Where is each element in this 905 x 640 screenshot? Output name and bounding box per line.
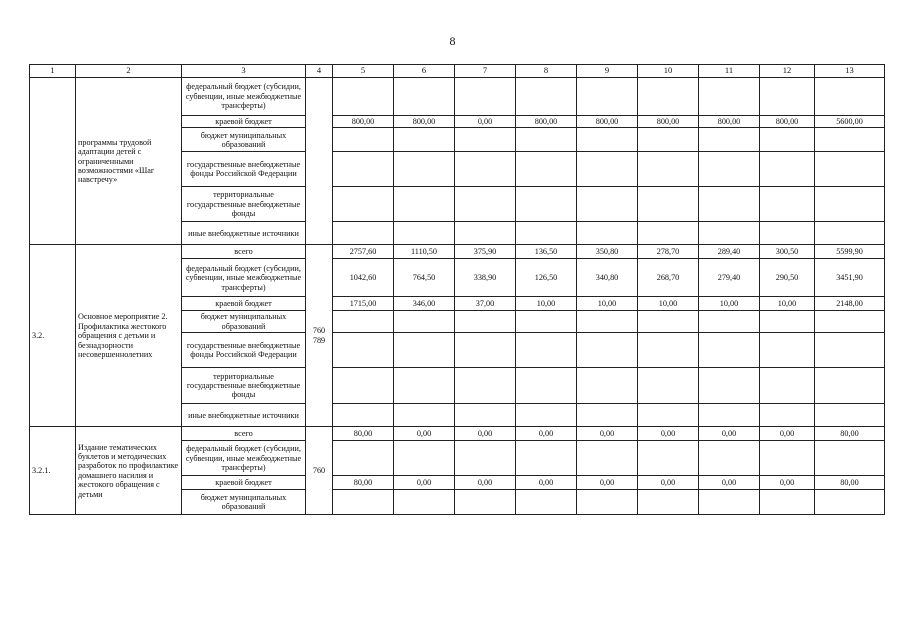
funding-source: территориальные государственные внебюджетные фонды: [182, 368, 306, 404]
funding-source: бюджет муниципальных образований: [182, 128, 306, 152]
funding-source: бюджет муниципальных образований: [182, 490, 306, 515]
value-cell: [455, 368, 516, 404]
value-cell: [516, 128, 577, 152]
page-number: 8: [449, 34, 456, 48]
value-cell: [815, 404, 885, 427]
value-cell: [333, 311, 394, 333]
value-cell: [455, 152, 516, 187]
value-cell: 290,50: [760, 259, 815, 297]
table-row: [30, 245, 885, 259]
value-cell: 0,00: [638, 476, 699, 490]
value-cell: [815, 78, 885, 116]
funding-source: территориальные государственные внебюджетные фонды: [182, 187, 306, 222]
value-cell: 80,00: [815, 427, 885, 441]
value-cell: [760, 152, 815, 187]
value-cell: [760, 441, 815, 476]
value-cell: [760, 128, 815, 152]
value-cell: [577, 333, 638, 368]
value-cell: [333, 187, 394, 222]
value-cell: [455, 333, 516, 368]
value-cell: [638, 311, 699, 333]
value-cell: [815, 187, 885, 222]
value-cell: [394, 311, 455, 333]
value-cell: 10,00: [699, 297, 760, 311]
column-header: 4: [306, 65, 333, 78]
value-cell: [699, 441, 760, 476]
value-cell: 764,50: [394, 259, 455, 297]
value-cell: [333, 78, 394, 116]
value-cell: [815, 152, 885, 187]
value-cell: 800,00: [760, 116, 815, 128]
item-number: 3.2.1.: [30, 427, 76, 515]
value-cell: 338,90: [455, 259, 516, 297]
value-cell: [815, 311, 885, 333]
value-cell: [516, 441, 577, 476]
value-cell: [638, 128, 699, 152]
value-cell: 0,00: [455, 427, 516, 441]
value-cell: 346,00: [394, 297, 455, 311]
value-cell: 10,00: [577, 297, 638, 311]
value-cell: 136,50: [516, 245, 577, 259]
kbk-code: [306, 78, 333, 245]
value-cell: [699, 222, 760, 245]
value-cell: 1715,00: [333, 297, 394, 311]
column-header: 10: [638, 65, 699, 78]
funding-source: иные внебюджетные источники: [182, 404, 306, 427]
value-cell: [760, 222, 815, 245]
value-cell: 1110,50: [394, 245, 455, 259]
value-cell: [333, 222, 394, 245]
value-cell: 0,00: [394, 476, 455, 490]
value-cell: [577, 78, 638, 116]
value-cell: [815, 222, 885, 245]
value-cell: [638, 78, 699, 116]
value-cell: [455, 222, 516, 245]
value-cell: [638, 368, 699, 404]
value-cell: [699, 187, 760, 222]
value-cell: [394, 187, 455, 222]
value-cell: 5599,90: [815, 245, 885, 259]
value-cell: [516, 490, 577, 515]
value-cell: 0,00: [455, 476, 516, 490]
value-cell: [577, 404, 638, 427]
value-cell: 0,00: [577, 427, 638, 441]
value-cell: [638, 152, 699, 187]
value-cell: [333, 368, 394, 404]
value-cell: 80,00: [815, 476, 885, 490]
value-cell: 80,00: [333, 427, 394, 441]
funding-source: всего: [182, 245, 306, 259]
value-cell: 10,00: [638, 297, 699, 311]
value-cell: 340,80: [577, 259, 638, 297]
value-cell: [699, 368, 760, 404]
table-row: [30, 427, 885, 441]
value-cell: [455, 490, 516, 515]
value-cell: [516, 152, 577, 187]
value-cell: [516, 78, 577, 116]
value-cell: [333, 404, 394, 427]
value-cell: 800,00: [699, 116, 760, 128]
column-header: 13: [815, 65, 885, 78]
funding-source: государственные внебюджетные фонды Российской Федерации: [182, 152, 306, 187]
value-cell: [638, 222, 699, 245]
value-cell: [760, 311, 815, 333]
value-cell: [699, 404, 760, 427]
value-cell: 0,00: [638, 427, 699, 441]
value-cell: [760, 333, 815, 368]
value-cell: 80,00: [333, 476, 394, 490]
value-cell: [516, 311, 577, 333]
value-cell: 279,40: [699, 259, 760, 297]
column-header: 12: [760, 65, 815, 78]
budget-table: [29, 64, 885, 515]
value-cell: [516, 333, 577, 368]
value-cell: [394, 490, 455, 515]
value-cell: [455, 441, 516, 476]
funding-source: иные внебюджетные источники: [182, 222, 306, 245]
value-cell: 0,00: [760, 427, 815, 441]
column-header: 1: [30, 65, 76, 78]
value-cell: [638, 404, 699, 427]
column-header: 5: [333, 65, 394, 78]
column-header: 11: [699, 65, 760, 78]
value-cell: [333, 441, 394, 476]
value-cell: [815, 441, 885, 476]
value-cell: 0,00: [699, 476, 760, 490]
value-cell: [760, 404, 815, 427]
value-cell: 0,00: [516, 476, 577, 490]
kbk-code: 760 789: [306, 245, 333, 427]
value-cell: 289,40: [699, 245, 760, 259]
funding-source: краевой бюджет: [182, 116, 306, 128]
value-cell: [516, 368, 577, 404]
value-cell: 300,50: [760, 245, 815, 259]
value-cell: [577, 441, 638, 476]
value-cell: 3451,90: [815, 259, 885, 297]
value-cell: 0,00: [455, 116, 516, 128]
value-cell: 5600,00: [815, 116, 885, 128]
value-cell: [577, 187, 638, 222]
funding-source: государственные внебюджетные фонды Российской Федерации: [182, 333, 306, 368]
value-cell: [638, 333, 699, 368]
column-header: 6: [394, 65, 455, 78]
value-cell: [455, 311, 516, 333]
value-cell: [516, 404, 577, 427]
value-cell: [394, 78, 455, 116]
value-cell: [333, 152, 394, 187]
value-cell: 268,70: [638, 259, 699, 297]
value-cell: 800,00: [516, 116, 577, 128]
value-cell: 0,00: [760, 476, 815, 490]
value-cell: 350,80: [577, 245, 638, 259]
value-cell: 800,00: [394, 116, 455, 128]
value-cell: [333, 333, 394, 368]
funding-source: всего: [182, 427, 306, 441]
value-cell: [577, 490, 638, 515]
value-cell: [455, 78, 516, 116]
header-row: [30, 65, 885, 78]
column-header: 8: [516, 65, 577, 78]
item-number: 3.2.: [30, 245, 76, 427]
value-cell: [638, 187, 699, 222]
item-name: Издание тематических буклетов и методических разработок по профилактике домашнего насилия и жестокого обращения с детьми: [76, 427, 182, 515]
value-cell: [699, 128, 760, 152]
value-cell: 0,00: [577, 476, 638, 490]
funding-source: краевой бюджет: [182, 297, 306, 311]
value-cell: [577, 311, 638, 333]
column-header: 7: [455, 65, 516, 78]
value-cell: [333, 128, 394, 152]
column-header: 9: [577, 65, 638, 78]
value-cell: 800,00: [577, 116, 638, 128]
value-cell: [577, 368, 638, 404]
value-cell: [577, 128, 638, 152]
value-cell: [760, 78, 815, 116]
value-cell: 37,00: [455, 297, 516, 311]
value-cell: 375,90: [455, 245, 516, 259]
value-cell: [815, 333, 885, 368]
value-cell: [699, 311, 760, 333]
value-cell: [638, 441, 699, 476]
value-cell: [394, 152, 455, 187]
kbk-code: 760: [306, 427, 333, 515]
item-name: Основное мероприятие 2. Профилактика жестокого обращения с детьми и безнадзорности несовершеннолетних: [76, 245, 182, 427]
value-cell: [815, 128, 885, 152]
value-cell: [455, 187, 516, 222]
value-cell: 10,00: [760, 297, 815, 311]
value-cell: [760, 368, 815, 404]
value-cell: [699, 152, 760, 187]
funding-source: федеральный бюджет (субсидии, субвенции, иные межбюджетные трансферты): [182, 259, 306, 297]
value-cell: [394, 441, 455, 476]
value-cell: [516, 222, 577, 245]
value-cell: [394, 128, 455, 152]
value-cell: [815, 490, 885, 515]
funding-source: федеральный бюджет (субсидии, субвенции, иные межбюджетные трансферты): [182, 441, 306, 476]
value-cell: [394, 368, 455, 404]
funding-source: федеральный бюджет (субсидии, субвенции, иные межбюджетные трансферты): [182, 78, 306, 116]
value-cell: 0,00: [699, 427, 760, 441]
value-cell: [394, 404, 455, 427]
item-name: программы трудовой адаптации детей с ограниченными возможностями «Шаг навстречу»: [76, 78, 182, 245]
value-cell: 0,00: [394, 427, 455, 441]
value-cell: 278,70: [638, 245, 699, 259]
value-cell: [455, 128, 516, 152]
value-cell: 1042,60: [333, 259, 394, 297]
value-cell: [699, 333, 760, 368]
value-cell: [815, 368, 885, 404]
value-cell: [394, 333, 455, 368]
funding-source: краевой бюджет: [182, 476, 306, 490]
value-cell: 800,00: [333, 116, 394, 128]
value-cell: [638, 490, 699, 515]
funding-source: бюджет муниципальных образований: [182, 311, 306, 333]
value-cell: 126,50: [516, 259, 577, 297]
value-cell: [333, 490, 394, 515]
value-cell: 800,00: [638, 116, 699, 128]
value-cell: 10,00: [516, 297, 577, 311]
value-cell: [760, 187, 815, 222]
table-row: [30, 78, 885, 116]
value-cell: 0,00: [516, 427, 577, 441]
column-header: 3: [182, 65, 306, 78]
value-cell: 2757,60: [333, 245, 394, 259]
value-cell: [577, 222, 638, 245]
value-cell: [516, 187, 577, 222]
value-cell: [760, 490, 815, 515]
value-cell: [699, 490, 760, 515]
value-cell: [577, 152, 638, 187]
value-cell: [699, 78, 760, 116]
column-header: 2: [76, 65, 182, 78]
value-cell: [455, 404, 516, 427]
value-cell: [394, 222, 455, 245]
value-cell: 2148,00: [815, 297, 885, 311]
item-number: [30, 78, 76, 245]
